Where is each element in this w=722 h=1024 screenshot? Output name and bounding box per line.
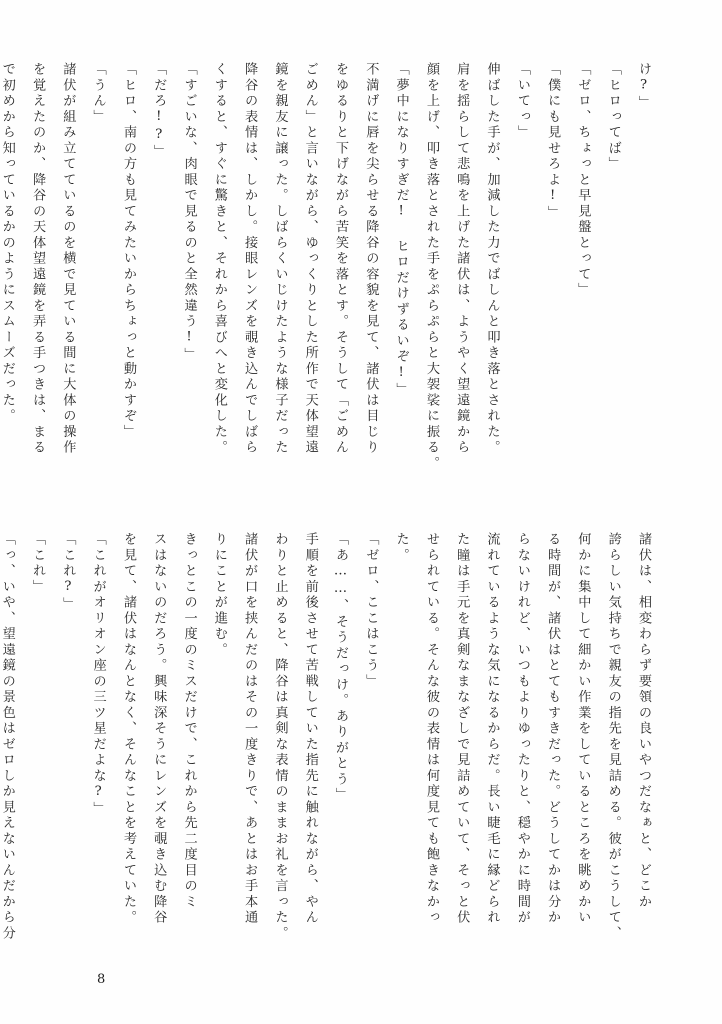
text-column: で初めから知っているかのようにスムーズだった。 <box>0 62 15 425</box>
text-column: 手順を前後させて苦戦していた指先に触れながら、やん <box>302 532 318 926</box>
text-column: 「だろ!?」 <box>151 62 167 161</box>
text-column: わりと止めると、降谷は真剣な表情のままお礼を言った。 <box>272 532 288 942</box>
text-column: け?」 <box>636 62 651 112</box>
text-column: 「あ……、そうだっけ。ありがとう」 <box>333 532 349 804</box>
text-column: をゆるりと下げながら苦笑を落とす。そうして「ごめん <box>333 62 349 456</box>
text-column: ごめん」と言いながら、ゆっくりとした所作で天体望遠 <box>302 62 318 456</box>
text-column: きっとこの一度のミスだけで、これから先二度目のミ <box>181 532 197 910</box>
text-column: 顔を上げ、叩き落とされた手をぷらぷらと大袈裟に振る。 <box>423 62 439 472</box>
text-column: 「僕にも見せろよ!」 <box>545 62 561 222</box>
text-column: スはないのだろう。興味深そうにレンズを覗き込む降谷 <box>151 532 167 926</box>
text-column: 「いてっ」 <box>514 62 530 141</box>
text-column: せられている。そんな彼の表情は何度見ても飽きなかっ <box>423 532 439 926</box>
text-column: 何かに集中して細かい作業をしているところを眺めかい <box>575 532 591 926</box>
text-column: 「ゼロ、ちょっと早見盤とって」 <box>575 62 591 299</box>
text-column: た瞳は手元を真剣なまなざしで見詰めていて、そっと伏 <box>454 532 470 926</box>
text-column: 「っ、いや、望遠鏡の景色はゼロしか見えないんだから分 <box>0 532 15 942</box>
text-column: 誇らしい気持ちで親友の指先を見詰める。彼がこうして、 <box>605 532 621 942</box>
upper-text-block <box>0 62 651 472</box>
text-column: 「夢中になりすぎだ! ヒロだけずるいぞ!」 <box>393 62 409 399</box>
text-column: 諸伏が組み立てているのを横で見ている間に大体の操作 <box>60 62 76 456</box>
text-column: た。 <box>393 532 409 564</box>
lower-text-block <box>0 532 651 942</box>
text-column: を覚えたのか、降谷の天体望遠鏡を弄る手つきは、まる <box>30 62 46 456</box>
text-column: 諸伏が口を挟んだのはその一度きりで、あとはお手本通 <box>242 532 258 926</box>
text-column: 「これ」 <box>30 532 46 595</box>
text-column: 「これ?」 <box>60 532 76 613</box>
text-column: 「ヒロってば」 <box>605 62 621 173</box>
text-column: 伸ばした手が、加減した力でばしんと叩き落とされた。 <box>484 62 500 456</box>
text-column: 降谷の表情は、しかし。接眼レンズを覗き込んでしばら <box>242 62 258 456</box>
text-column: る時間が、諸伏はとてもすきだった。どうしてかは分か <box>545 532 561 926</box>
text-column: 「これがオリオン座の三ツ星だよな?」 <box>90 532 106 818</box>
text-column: 諸伏は、相変わらず要領の良いやつだなぁと、どこか <box>636 532 651 910</box>
text-column: を見て、諸伏はなんとなく、そんなことを考えていた。 <box>120 532 136 926</box>
text-column: 鏡を親友に譲った。しばらくいじけたような様子だった <box>272 62 288 456</box>
text-column: りにことが進む。 <box>211 532 227 658</box>
text-column: 流れているような気になるからだ。長い睫毛に縁どられ <box>484 532 500 926</box>
text-column: 「ヒロ、南の方も見てみたいからちょっと動かすぞ」 <box>120 62 136 440</box>
text-column: 不満げに唇を尖らせる降谷の容貌を見て、諸伏は目じり <box>363 62 379 456</box>
text-column: 「ゼロ、ここはこう」 <box>363 532 379 690</box>
page-number: 8 <box>97 972 106 987</box>
text-column: らないけれど、いつもよりゆったりと、穏やかに時間が <box>514 532 530 926</box>
text-column: 「うん」 <box>90 62 106 125</box>
text-column: くすると、すぐに驚きと、それから喜びへと変化した。 <box>211 62 227 456</box>
text-column: 「すごいな、肉眼で見るのと全然違う!」 <box>181 62 197 364</box>
text-column: 肩を揺らして悲鳴を上げた諸伏は、ようやく望遠鏡から <box>454 62 470 456</box>
